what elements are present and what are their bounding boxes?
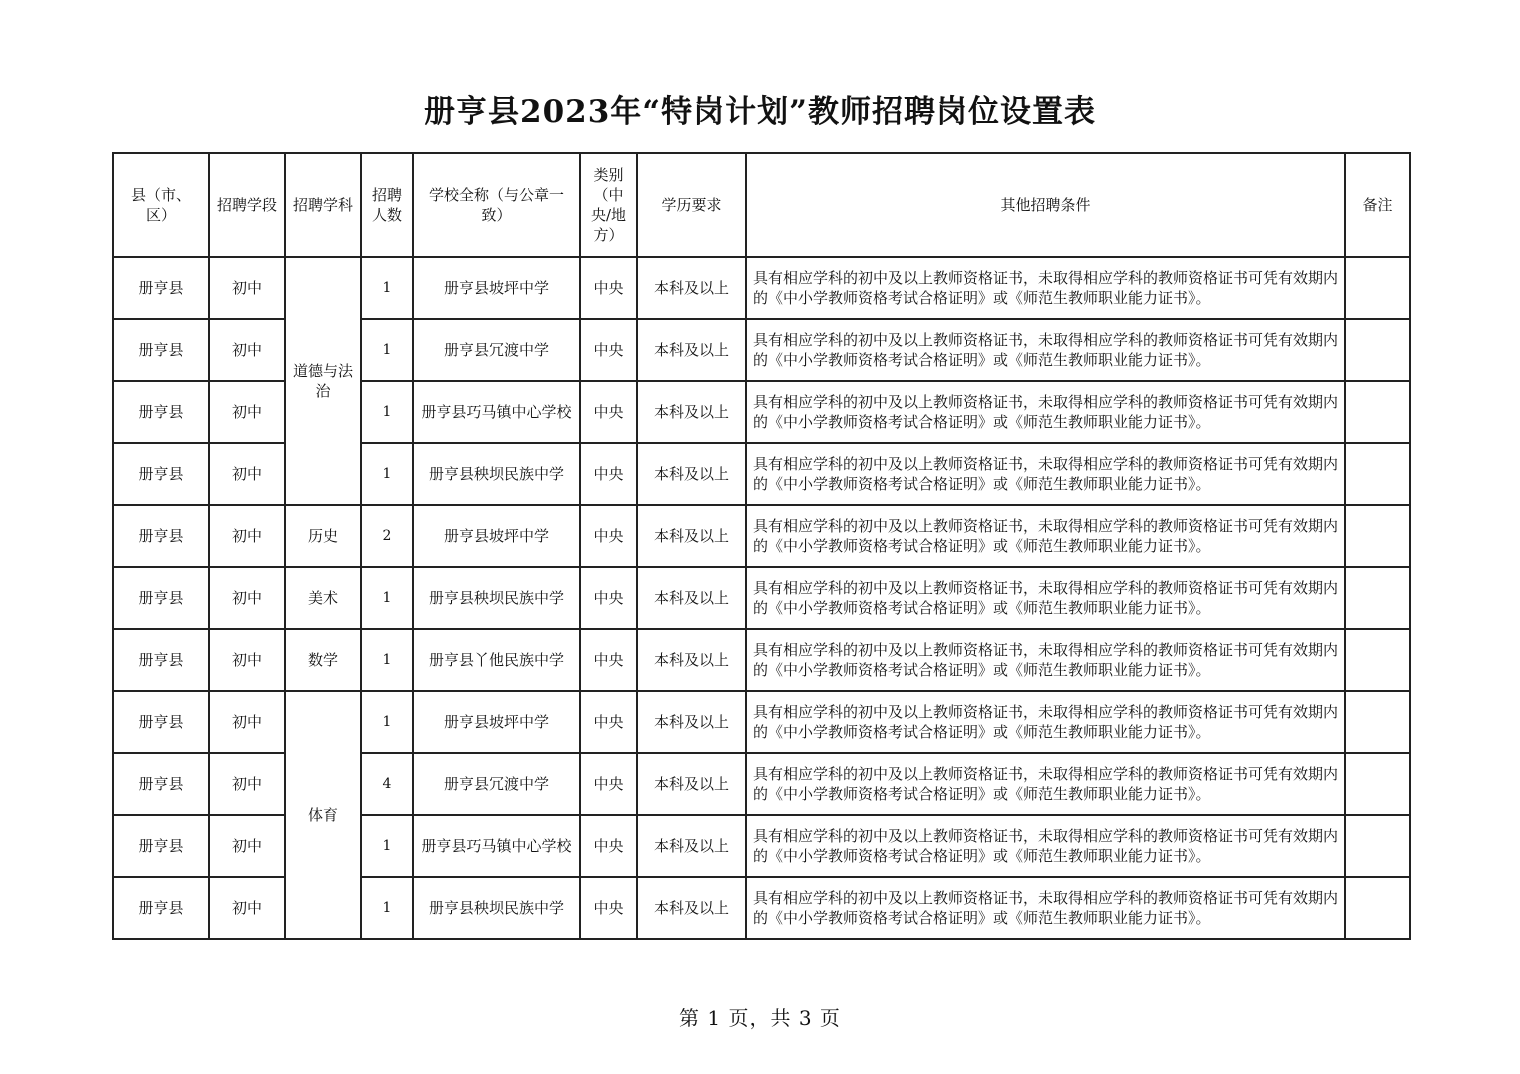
header-count: 招聘人数 bbox=[361, 153, 413, 257]
header-remarks: 备注 bbox=[1345, 153, 1410, 257]
count-cell: 1 bbox=[361, 257, 413, 319]
county-cell: 册亨县 bbox=[113, 691, 209, 753]
subject-cell: 体育 bbox=[285, 691, 361, 939]
table-header-row bbox=[113, 153, 1410, 257]
conditions-cell: 具有相应学科的初中及以上教师资格证书，未取得相应学科的教师资格证书可凭有效期内的《中小学教师资格考试合格证明》或《师范生教师职业能力证书》。 bbox=[746, 753, 1345, 815]
stage-cell: 初中 bbox=[209, 505, 285, 567]
school-cell: 册亨县秧坝民族中学 bbox=[413, 443, 580, 505]
header-conditions: 其他招聘条件 bbox=[746, 153, 1345, 257]
education-cell: 本科及以上 bbox=[637, 567, 746, 629]
count-cell: 1 bbox=[361, 629, 413, 691]
county-cell: 册亨县 bbox=[113, 629, 209, 691]
education-cell: 本科及以上 bbox=[637, 753, 746, 815]
category-cell: 中央 bbox=[580, 505, 637, 567]
header-education: 学历要求 bbox=[637, 153, 746, 257]
education-cell: 本科及以上 bbox=[637, 815, 746, 877]
school-cell: 册亨县坡坪中学 bbox=[413, 505, 580, 567]
stage-cell: 初中 bbox=[209, 753, 285, 815]
school-cell: 册亨县巧马镇中心学校 bbox=[413, 381, 580, 443]
table-row bbox=[113, 691, 1410, 753]
stage-cell: 初中 bbox=[209, 381, 285, 443]
county-cell: 册亨县 bbox=[113, 815, 209, 877]
conditions-cell: 具有相应学科的初中及以上教师资格证书，未取得相应学科的教师资格证书可凭有效期内的《中小学教师资格考试合格证明》或《师范生教师职业能力证书》。 bbox=[746, 691, 1345, 753]
conditions-cell: 具有相应学科的初中及以上教师资格证书，未取得相应学科的教师资格证书可凭有效期内的《中小学教师资格考试合格证明》或《师范生教师职业能力证书》。 bbox=[746, 877, 1345, 939]
conditions-cell: 具有相应学科的初中及以上教师资格证书，未取得相应学科的教师资格证书可凭有效期内的《中小学教师资格考试合格证明》或《师范生教师职业能力证书》。 bbox=[746, 381, 1345, 443]
remarks-cell bbox=[1345, 319, 1410, 381]
subject-cell: 美术 bbox=[285, 567, 361, 629]
count-cell: 1 bbox=[361, 691, 413, 753]
category-cell: 中央 bbox=[580, 257, 637, 319]
conditions-cell: 具有相应学科的初中及以上教师资格证书，未取得相应学科的教师资格证书可凭有效期内的《中小学教师资格考试合格证明》或《师范生教师职业能力证书》。 bbox=[746, 257, 1345, 319]
stage-cell: 初中 bbox=[209, 815, 285, 877]
count-cell: 1 bbox=[361, 381, 413, 443]
stage-cell: 初中 bbox=[209, 319, 285, 381]
category-cell: 中央 bbox=[580, 815, 637, 877]
education-cell: 本科及以上 bbox=[637, 443, 746, 505]
school-cell: 册亨县冗渡中学 bbox=[413, 319, 580, 381]
count-cell: 2 bbox=[361, 505, 413, 567]
remarks-cell bbox=[1345, 753, 1410, 815]
education-cell: 本科及以上 bbox=[637, 877, 746, 939]
county-cell: 册亨县 bbox=[113, 381, 209, 443]
school-cell: 册亨县冗渡中学 bbox=[413, 753, 580, 815]
conditions-cell: 具有相应学科的初中及以上教师资格证书，未取得相应学科的教师资格证书可凭有效期内的《中小学教师资格考试合格证明》或《师范生教师职业能力证书》。 bbox=[746, 629, 1345, 691]
category-cell: 中央 bbox=[580, 753, 637, 815]
count-cell: 1 bbox=[361, 877, 413, 939]
category-cell: 中央 bbox=[580, 691, 637, 753]
count-cell: 1 bbox=[361, 443, 413, 505]
remarks-cell bbox=[1345, 629, 1410, 691]
stage-cell: 初中 bbox=[209, 691, 285, 753]
header-county: 县（市、区） bbox=[113, 153, 209, 257]
conditions-cell: 具有相应学科的初中及以上教师资格证书，未取得相应学科的教师资格证书可凭有效期内的《中小学教师资格考试合格证明》或《师范生教师职业能力证书》。 bbox=[746, 319, 1345, 381]
conditions-cell: 具有相应学科的初中及以上教师资格证书，未取得相应学科的教师资格证书可凭有效期内的《中小学教师资格考试合格证明》或《师范生教师职业能力证书》。 bbox=[746, 443, 1345, 505]
remarks-cell bbox=[1345, 443, 1410, 505]
education-cell: 本科及以上 bbox=[637, 505, 746, 567]
school-cell: 册亨县坡坪中学 bbox=[413, 691, 580, 753]
header-school: 学校全称（与公章一致） bbox=[413, 153, 580, 257]
school-cell: 册亨县坡坪中学 bbox=[413, 257, 580, 319]
count-cell: 1 bbox=[361, 567, 413, 629]
positions-table bbox=[112, 152, 1411, 940]
county-cell: 册亨县 bbox=[113, 443, 209, 505]
category-cell: 中央 bbox=[580, 319, 637, 381]
remarks-cell bbox=[1345, 815, 1410, 877]
stage-cell: 初中 bbox=[209, 567, 285, 629]
header-subject: 招聘学科 bbox=[285, 153, 361, 257]
conditions-cell: 具有相应学科的初中及以上教师资格证书，未取得相应学科的教师资格证书可凭有效期内的《中小学教师资格考试合格证明》或《师范生教师职业能力证书》。 bbox=[746, 567, 1345, 629]
category-cell: 中央 bbox=[580, 877, 637, 939]
category-cell: 中央 bbox=[580, 629, 637, 691]
education-cell: 本科及以上 bbox=[637, 381, 746, 443]
category-cell: 中央 bbox=[580, 381, 637, 443]
education-cell: 本科及以上 bbox=[637, 691, 746, 753]
remarks-cell bbox=[1345, 567, 1410, 629]
page-number: 第 1 页，共 3 页 bbox=[679, 1006, 841, 1030]
education-cell: 本科及以上 bbox=[637, 319, 746, 381]
school-cell: 册亨县丫他民族中学 bbox=[413, 629, 580, 691]
count-cell: 4 bbox=[361, 753, 413, 815]
school-cell: 册亨县秧坝民族中学 bbox=[413, 567, 580, 629]
school-cell: 册亨县巧马镇中心学校 bbox=[413, 815, 580, 877]
county-cell: 册亨县 bbox=[113, 505, 209, 567]
header-stage: 招聘学段 bbox=[209, 153, 285, 257]
table-row bbox=[113, 257, 1410, 319]
remarks-cell bbox=[1345, 257, 1410, 319]
education-cell: 本科及以上 bbox=[637, 257, 746, 319]
stage-cell: 初中 bbox=[209, 257, 285, 319]
stage-cell: 初中 bbox=[209, 443, 285, 505]
header-category: 类别（中央/地方） bbox=[580, 153, 637, 257]
county-cell: 册亨县 bbox=[113, 319, 209, 381]
county-cell: 册亨县 bbox=[113, 257, 209, 319]
county-cell: 册亨县 bbox=[113, 877, 209, 939]
count-cell: 1 bbox=[361, 319, 413, 381]
subject-cell: 道德与法治 bbox=[285, 257, 361, 505]
remarks-cell bbox=[1345, 381, 1410, 443]
remarks-cell bbox=[1345, 505, 1410, 567]
county-cell: 册亨县 bbox=[113, 567, 209, 629]
county-cell: 册亨县 bbox=[113, 753, 209, 815]
conditions-cell: 具有相应学科的初中及以上教师资格证书，未取得相应学科的教师资格证书可凭有效期内的《中小学教师资格考试合格证明》或《师范生教师职业能力证书》。 bbox=[746, 815, 1345, 877]
conditions-cell: 具有相应学科的初中及以上教师资格证书，未取得相应学科的教师资格证书可凭有效期内的《中小学教师资格考试合格证明》或《师范生教师职业能力证书》。 bbox=[746, 505, 1345, 567]
stage-cell: 初中 bbox=[209, 629, 285, 691]
subject-cell: 历史 bbox=[285, 505, 361, 567]
subject-cell: 数学 bbox=[285, 629, 361, 691]
table-row bbox=[113, 629, 1410, 691]
remarks-cell bbox=[1345, 691, 1410, 753]
table-row bbox=[113, 505, 1410, 567]
category-cell: 中央 bbox=[580, 443, 637, 505]
count-cell: 1 bbox=[361, 815, 413, 877]
category-cell: 中央 bbox=[580, 567, 637, 629]
education-cell: 本科及以上 bbox=[637, 629, 746, 691]
table-row bbox=[113, 567, 1410, 629]
page-title: 册亨县2023年“特岗计划”教师招聘岗位设置表 bbox=[424, 94, 1096, 130]
school-cell: 册亨县秧坝民族中学 bbox=[413, 877, 580, 939]
remarks-cell bbox=[1345, 877, 1410, 939]
stage-cell: 初中 bbox=[209, 877, 285, 939]
